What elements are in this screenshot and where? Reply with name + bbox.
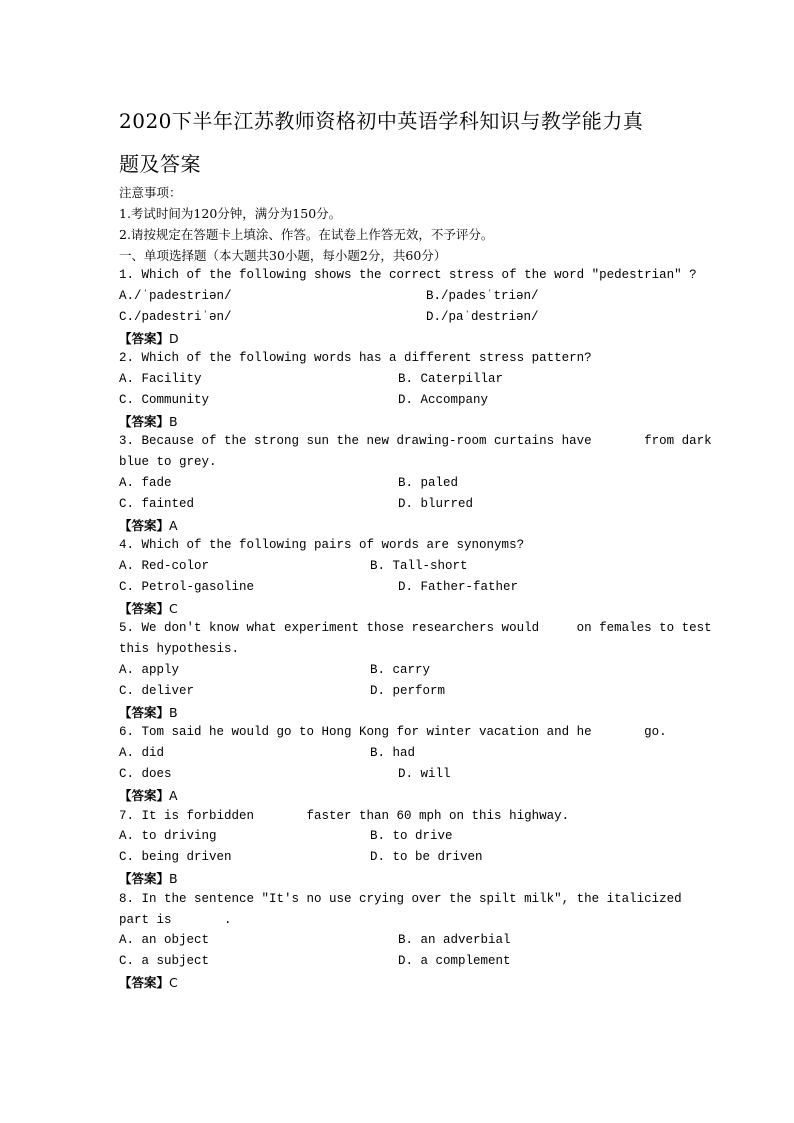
question-1-option-b: B./padesˈtriən/ bbox=[426, 289, 539, 303]
question-6-option-c: C. does bbox=[119, 767, 172, 781]
question-2-stem: 2. Which of the following words has a different stress pattern? bbox=[119, 351, 592, 365]
question-7-option-b: B. to drive bbox=[370, 829, 453, 843]
answer-label: 【答案】 bbox=[119, 414, 170, 429]
answer-label: 【答案】 bbox=[119, 788, 170, 803]
answer-label: 【答案】 bbox=[119, 705, 170, 720]
question-5-option-b: B. carry bbox=[370, 663, 431, 677]
question-5-stem-line-1: 5. We don't know what experiment those researchers would on females to test bbox=[119, 621, 712, 635]
question-6-stem: 6. Tom said he would go to Hong Kong for winter vacation and he go. bbox=[119, 725, 667, 739]
question-4-option-a: A. Red-color bbox=[119, 559, 210, 573]
question-3-stem-line-2: blue to grey. bbox=[119, 455, 217, 469]
question-6-option-b: B. had bbox=[370, 746, 416, 760]
question-3-option-d: D. blurred bbox=[398, 497, 474, 511]
question-4-option-b: B. Tall-short bbox=[370, 559, 468, 573]
question-5-answer bbox=[119, 703, 178, 721]
question-4-stem: 4. Which of the following pairs of words are synonyms? bbox=[119, 538, 525, 552]
answer-label: 【答案】 bbox=[119, 518, 170, 533]
answer-value: B bbox=[169, 414, 178, 429]
question-1-option-d: D./paˈdestriən/ bbox=[426, 310, 539, 324]
question-3-stem-line-1: 3. Because of the strong sun the new drawing-room curtains have from dark bbox=[119, 434, 712, 448]
question-7-answer bbox=[119, 869, 178, 887]
question-6-answer bbox=[119, 786, 178, 804]
question-3-answer bbox=[119, 516, 178, 534]
question-6-option-d: D. will bbox=[398, 767, 451, 781]
section-heading: 一、单项选择题（本大题共30小题，每小题2分，共60分） bbox=[119, 248, 447, 263]
document-title-line-1: 2020下半年江苏教师资格初中英语学科知识与教学能力真 bbox=[119, 109, 644, 133]
question-3-option-a: A. fade bbox=[119, 476, 172, 490]
answer-value: A bbox=[169, 518, 178, 533]
question-4-option-c: C. Petrol-gasoline bbox=[119, 580, 255, 594]
answer-value: B bbox=[169, 871, 178, 886]
question-4-answer bbox=[119, 599, 178, 617]
answer-label: 【答案】 bbox=[119, 871, 170, 886]
question-5-stem-line-2: this hypothesis. bbox=[119, 642, 240, 656]
question-8-stem-line-1: 8. In the sentence "It's no use crying over the spilt milk", the italicized bbox=[119, 892, 682, 906]
answer-value: C bbox=[169, 601, 178, 616]
question-8-option-a: A. an object bbox=[119, 933, 210, 947]
answer-value: C bbox=[169, 975, 178, 990]
question-8-stem-line-2: part is . bbox=[119, 913, 232, 927]
note-1: 1.考试时间为120分钟，满分为150分。 bbox=[119, 206, 342, 221]
question-5-option-d: D. perform bbox=[370, 684, 446, 698]
document-title-line-2: 题及答案 bbox=[119, 152, 201, 176]
question-1-answer bbox=[119, 329, 179, 347]
question-6-option-a: A. did bbox=[119, 746, 165, 760]
question-3-option-b: B. paled bbox=[398, 476, 459, 490]
question-8-option-b: B. an adverbial bbox=[398, 933, 511, 947]
question-2-option-b: B. Caterpillar bbox=[398, 372, 504, 386]
answer-value: D bbox=[169, 331, 179, 346]
question-5-option-c: C. deliver bbox=[119, 684, 195, 698]
question-8-answer bbox=[119, 973, 178, 991]
question-7-option-c: C. being driven bbox=[119, 850, 232, 864]
question-8-option-d: D. a complement bbox=[398, 954, 511, 968]
answer-label: 【答案】 bbox=[119, 331, 170, 346]
question-8-option-c: C. a subject bbox=[119, 954, 210, 968]
answer-label: 【答案】 bbox=[119, 975, 170, 990]
question-3-option-c: C. fainted bbox=[119, 497, 195, 511]
answer-label: 【答案】 bbox=[119, 601, 170, 616]
note-2: 2.请按规定在答题卡上填涂、作答。在试卷上作答无效，不予评分。 bbox=[119, 227, 494, 242]
question-4-option-d: D. Father-father bbox=[398, 580, 519, 594]
answer-value: B bbox=[169, 705, 178, 720]
question-7-option-a: A. to driving bbox=[119, 829, 217, 843]
question-1-option-c: C./padestriˈən/ bbox=[119, 310, 232, 324]
question-5-option-a: A. apply bbox=[119, 663, 180, 677]
question-2-option-a: A. Facility bbox=[119, 372, 202, 386]
question-2-option-c: C. Community bbox=[119, 393, 210, 407]
question-2-option-d: D. Accompany bbox=[398, 393, 489, 407]
question-2-answer bbox=[119, 412, 178, 430]
question-7-option-d: D. to be driven bbox=[370, 850, 483, 864]
question-1-stem: 1. Which of the following shows the correct stress of the word "pedestrian" ? bbox=[119, 268, 697, 282]
answer-value: A bbox=[169, 788, 178, 803]
question-7-stem: 7. It is forbidden faster than 60 mph on this highway. bbox=[119, 809, 570, 823]
notes-heading: 注意事项： bbox=[119, 185, 182, 200]
question-1-option-a: A./ˈpadestriən/ bbox=[119, 289, 232, 303]
